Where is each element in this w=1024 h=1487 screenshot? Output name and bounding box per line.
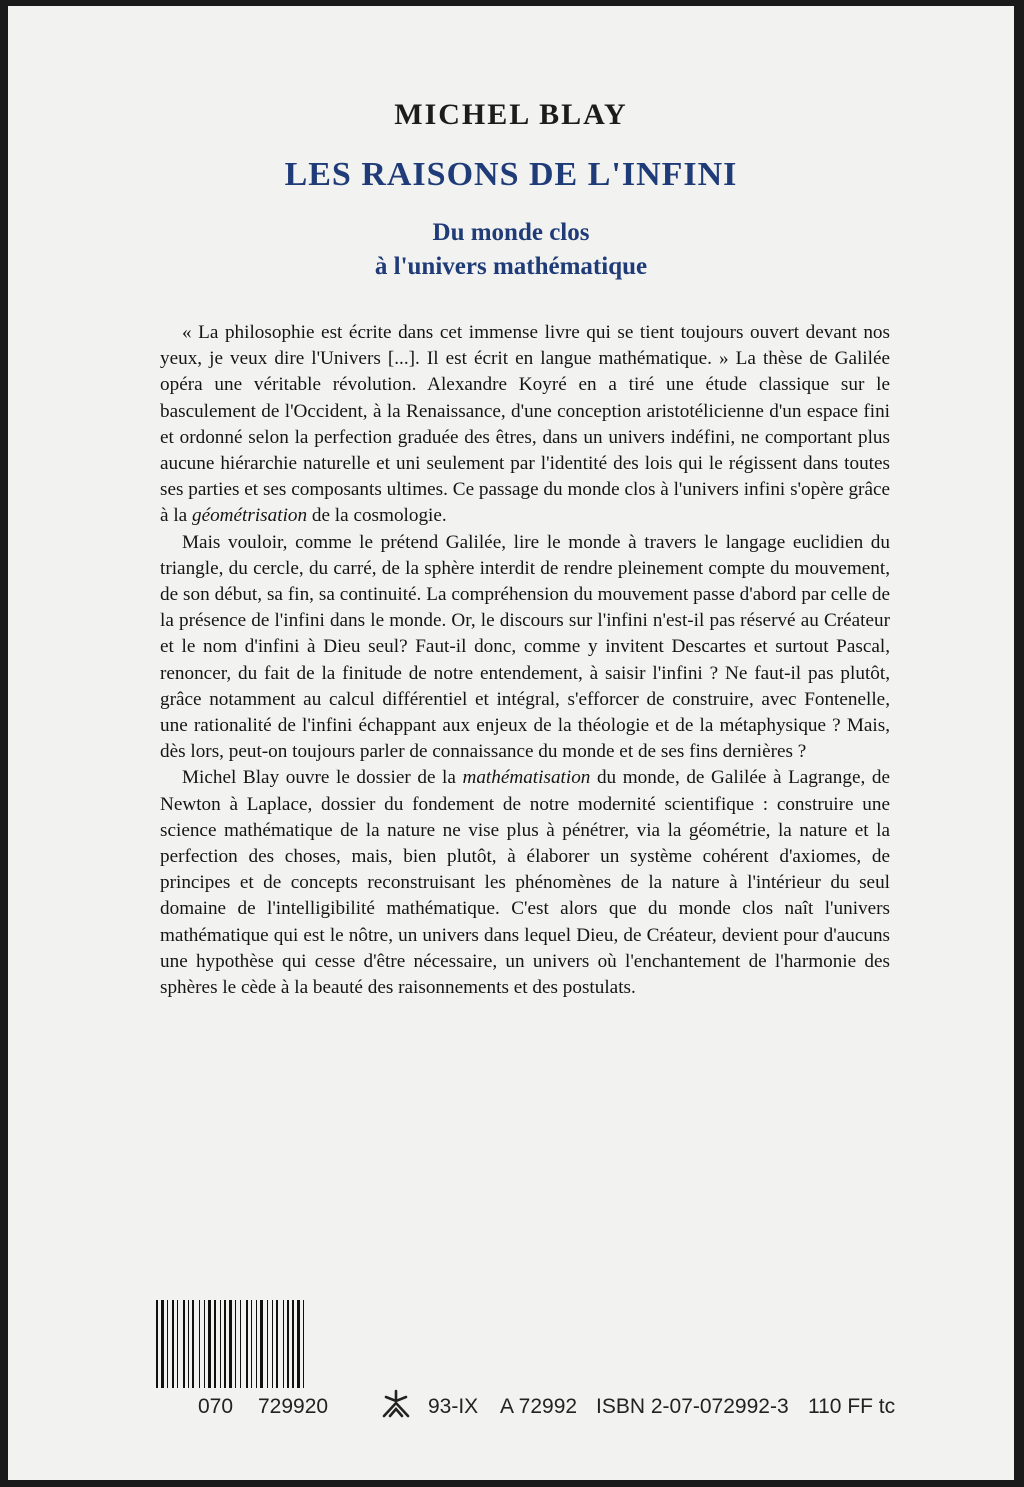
book-title: LES RAISONS DE L'INFINI xyxy=(284,156,738,193)
paragraph-3-emphasis: mathématisation xyxy=(462,767,591,789)
subtitle-line-1: Du monde clos xyxy=(432,219,590,246)
author-name: MICHEL BLAY xyxy=(394,98,628,131)
paragraph-1-emphasis: géométrisation xyxy=(191,505,308,527)
paragraph-1-part-a: « La philosophie est écrite dans cet immense livre qui se tient toujours ouvert devant nos yeux, je veux dire l'Univers [...]. Il est écrit en langue mathématique. » La thèse de Galilée opéra une véritable révolution. Alexandre Koyré en a tiré une étude classique sur le basculement de l'Occident, à la Renaissance, d'une conception aristotélicienne d'un espace fini et ordonné selon la perfection graduée des êtres, dans un univers indéfini, ne comportant plus aucune hiérarchie naturelle et uni seulement par l'identité des lois qui le régissent dans toutes ses parties et ses composants ultimes. Ce passage du monde clos à l'univers infini s'opère grâce à la xyxy=(160,322,890,527)
catalog-number: A 72992 xyxy=(500,1395,578,1418)
paragraph-1-part-b: de la cosmologie. xyxy=(307,505,447,527)
barcode-digits-1: 070 xyxy=(198,1395,234,1418)
subtitle-line-2: à l'univers mathématique xyxy=(374,253,648,280)
book-subtitle xyxy=(8,216,1014,284)
paragraph-1 xyxy=(160,320,890,530)
publisher-logo-icon xyxy=(380,1388,412,1420)
paragraph-3-part-a: Michel Blay ouvre le dossier de la xyxy=(182,767,463,789)
price-label: 110 FF tc xyxy=(808,1395,896,1418)
paragraph-3 xyxy=(160,765,890,1001)
blurb-text xyxy=(160,320,890,1001)
barcode-digits-2: 729920 xyxy=(258,1395,329,1418)
paragraph-3-part-b: du monde, de Galilée à Lagrange, de Newton à Laplace, dossier du fondement de notre modernité scientifique : construire une science mathématique de la nature ne vise plus à pénétrer, via la géométrie, la nature et la perfection des choses, mais, bien plutôt, à élaborer un système cohérent d'axiomes, de principes et de concepts reconstruisant les phénomènes de la nature à l'intérieur du seul domaine de l'intelligibilité mathématique. C'est alors que du monde clos naît l'univers mathématique qui est le nôtre, un univers dans lequel Dieu, de Créateur, devient pour d'aucuns une hypothèse qui cesse d'être nécessaire, un univers où l'enchantement de l'harmonie des sphères le cède à la beauté des raisonnements et des postulats. xyxy=(160,767,890,999)
isbn-label: ISBN 2-07-072992-3 xyxy=(596,1395,789,1418)
paragraph-2: Mais vouloir, comme le prétend Galilée, lire le monde à travers le langage euclidien du triangle, du cercle, du carré, de la sphère interdit de rendre pleinement compte du mouvement, de son début, sa fin, sa continuité. La compréhension du mouvement passe d'abord par celle de la présence de l'infini dans le monde. Or, le discours sur l'infini n'est-il pas réservé au Créateur et le nom d'infini à Dieu seul? Faut-il donc, comme y invitent Descartes et surtout Pascal, renoncer, du fait de la finitude de notre entendement, à saisir l'infini ? Ne faut-il pas plutôt, grâce notamment au calcul différentiel et intégral, s'efforcer de construire, avec Fontenelle, une rationalité de l'infini échappant aux enjeux de la théologie et de la métaphysique ? Mais, dès lors, peut-on toujours parler de connaissance du monde et de ses fins dernières ? xyxy=(160,531,890,763)
series-code: 93-IX xyxy=(428,1395,479,1418)
back-cover xyxy=(8,6,1014,1480)
